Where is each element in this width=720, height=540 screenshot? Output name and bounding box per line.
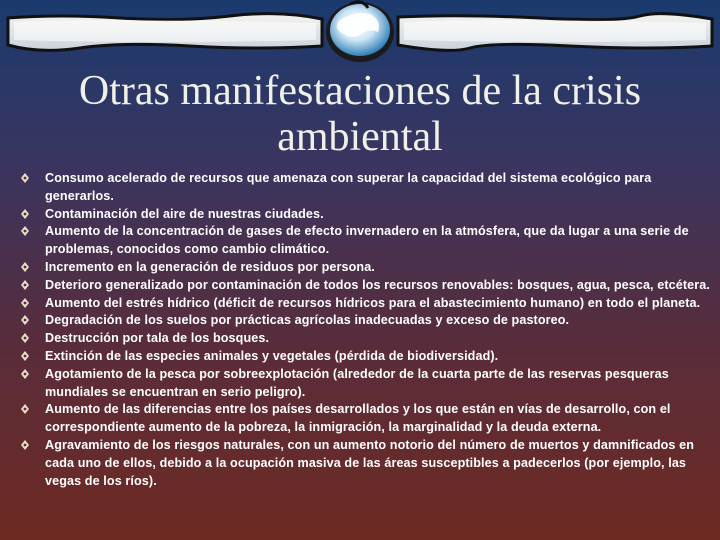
diamond-bullet-icon <box>20 209 30 219</box>
diamond-bullet-icon <box>20 369 30 379</box>
list-item-text: Aumento de las diferencias entre los países desarrollados y los que están en vías de desarrollo, con el correspondiente aumento de la pobreza, la inmigración, la marginalidad y la deuda externa. <box>45 402 671 435</box>
globe-logo-icon <box>326 2 394 62</box>
list-item-text: Contaminación del aire de nuestras ciudades. <box>45 206 324 221</box>
diamond-bullet-icon <box>20 351 30 361</box>
title-line-2: ambiental <box>277 114 443 160</box>
list-item-text: Destrucción por tala de los bosques. <box>45 331 270 346</box>
diamond-bullet-icon <box>20 298 30 308</box>
list-item <box>10 295 710 313</box>
diamond-bullet-icon <box>20 440 30 450</box>
list-item-text: Agravamiento de los riesgos naturales, con un aumento notorio del número de muertos y damnificados en cada uno de ellos, debido a la ocupación masiva de las áreas susceptibles a padecerlos (por ejemplo, las vegas de los ríos). <box>45 437 695 488</box>
title-line-1: Otras manifestaciones de la crisis <box>78 68 642 114</box>
list-item <box>10 312 710 330</box>
diamond-bullet-icon <box>20 404 30 414</box>
list-item <box>10 348 710 366</box>
list-item <box>10 277 710 295</box>
list-item <box>10 330 710 348</box>
list-item <box>10 259 710 277</box>
slide-title <box>0 68 720 160</box>
left-banner-bar <box>8 14 322 51</box>
diamond-bullet-icon <box>20 226 30 236</box>
list-item <box>10 170 710 206</box>
right-banner-bar <box>398 14 712 51</box>
diamond-bullet-icon <box>20 262 30 272</box>
list-item-text: Deterioro generalizado por contaminación de todos los recursos renovables: bosques, agua, pesca, etcétera. <box>45 277 710 292</box>
list-item-text: Consumo acelerado de recursos que amenaza con superar la capacidad del sistema ecológico para generarlos. <box>45 171 652 203</box>
header-banner <box>0 0 720 70</box>
list-item <box>10 437 710 490</box>
list-item-text: Incremento en la generación de residuos por persona. <box>45 259 375 274</box>
list-item-text: Agotamiento de la pesca por sobreexplotación (alrededor de la cuarta parte de las reservas pesqueras mundiales se encuentran en serio peligro). <box>45 366 669 399</box>
list-item-text: Degradación de los suelos por prácticas agrícolas inadecuadas y exceso de pastoreo. <box>45 313 570 328</box>
list-item <box>10 223 710 259</box>
diamond-bullet-icon <box>20 333 30 343</box>
list-item-text: Aumento de la concentración de gases de efecto invernadero en la atmósfera, que da lugar a una serie de problemas, conocidos como cambio climático. <box>45 224 689 257</box>
diamond-bullet-icon <box>20 315 30 325</box>
diamond-bullet-icon <box>20 173 30 183</box>
list-item-text: Extinción de las especies animales y vegetales (pérdida de biodiversidad). <box>45 348 499 363</box>
list-item-text: Aumento del estrés hídrico (déficit de recursos hídricos para el abastecimiento humano) en todo el planeta. <box>45 295 701 310</box>
diamond-bullet-icon <box>20 280 30 290</box>
list-item <box>10 401 710 437</box>
list-item <box>10 206 710 224</box>
bullet-list <box>10 170 710 490</box>
list-item <box>10 366 710 402</box>
